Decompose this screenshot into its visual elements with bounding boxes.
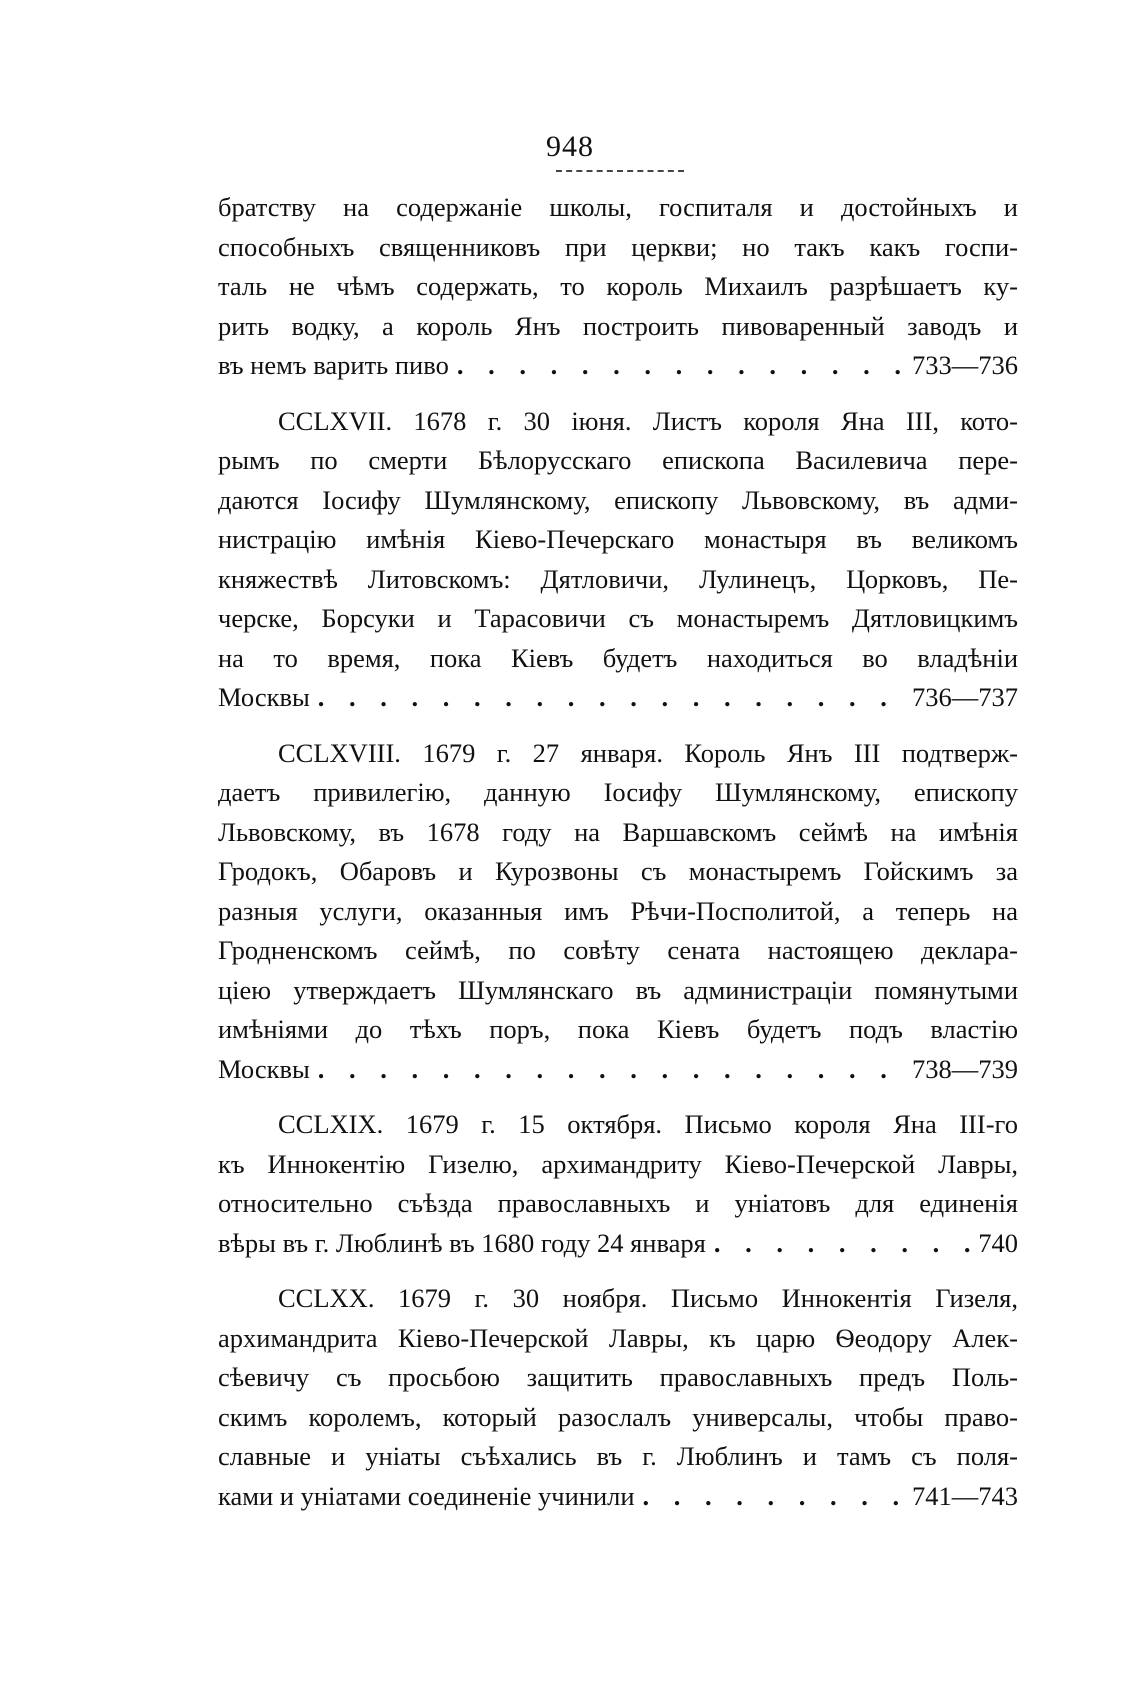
entry-line: даетъ привилегію, данную Іосифу Шумлянскому, епископу: [218, 777, 1018, 807]
entry: [218, 734, 1018, 1090]
dot-leader: [318, 1050, 904, 1090]
entry-line: Гродокъ, Обаровъ и Курозвоны съ монастыремъ Гойскимъ за: [218, 856, 1018, 886]
entry-line: разныя услуги, оказанныя имъ Рѣчи-Посполитой, а теперь на: [218, 895, 1018, 926]
entry-line: сѣевичу съ просьбою защитить православныхъ предъ Поль-: [218, 1362, 1018, 1392]
entry-line: Львовскому, въ 1678 году на Варшавскомъ сеймѣ на имѣнія: [218, 816, 1018, 847]
entry-line: скимъ королемъ, который разослалъ универсалы, чтобы право-: [218, 1401, 1018, 1432]
entry-line: славные и уніаты съѣхались въ г. Люблинъ и тамъ съ поля-: [218, 1441, 1018, 1471]
page-range: 740: [978, 1227, 1018, 1258]
dot-leader: [714, 1224, 970, 1264]
entry-line: рымъ по смерти Бѣлорусскаго епископа Василевича пере-: [218, 445, 1018, 475]
dot-leader: [318, 678, 904, 718]
entry: [218, 402, 1018, 718]
entry-last-line: [218, 1477, 1018, 1517]
entry-line: рить водку, а король Янъ построить пивоваренный заводъ и: [218, 310, 1018, 341]
entry-line: къ Иннокентію Гизелю, архимандриту Кіево-Печерской Лавры,: [218, 1148, 1018, 1179]
page-range: 741—743: [912, 1480, 1018, 1511]
entry-line: ціею утверждаетъ Шумлянскаго въ администраціи помянутыми: [218, 974, 1018, 1005]
page-range: 736—737: [912, 682, 1018, 712]
entry-line: таль не чѣмъ содержать, то король Михаилъ разрѣшаетъ ку-: [218, 271, 1018, 301]
entry-line: на то время, пока Кіевъ будетъ находиться во владѣніи: [218, 642, 1018, 673]
dot-leader: [457, 346, 904, 386]
entry-line: братству на содержаніе школы, госпиталя и достойныхъ и: [218, 192, 1018, 222]
entry-line: CCLXX. 1679 г. 30 ноября. Письмо Иннокентія Гизеля,: [278, 1283, 1018, 1313]
entry-last-text: Москвы: [218, 1053, 310, 1084]
entry-last-text: въ немъ варить пиво: [218, 350, 449, 380]
entry-line: нистрацію имѣнія Кіево-Печерскаго монастыря въ великомъ: [218, 524, 1018, 554]
dot-leader: [643, 1477, 904, 1517]
entry-line: относительно съѣзда православныхъ и уніатовъ для единенія: [218, 1188, 1018, 1218]
entry-line: способныхъ священниковъ при церкви; но такъ какъ госпи-: [218, 231, 1018, 262]
page-range: 733—736: [912, 350, 1018, 380]
entry-line: имѣніями до тѣхъ поръ, пока Кіевъ будетъ подъ властію: [218, 1014, 1018, 1044]
page-number: 948: [546, 130, 594, 163]
entry-line: CCLXVII. 1678 г. 30 іюня. Листъ короля Яна III, кото-: [278, 405, 1018, 436]
entry-line: Гродненскомъ сеймѣ, по совѣту сената настоящею деклара-: [218, 935, 1018, 965]
entry-line: даются Іосифу Шумлянскому, епископу Львовскому, въ адми-: [218, 484, 1018, 515]
entry: [218, 1105, 1018, 1263]
entry-last-line: [218, 678, 1018, 718]
header-rule: [556, 170, 684, 172]
entry-last-line: [218, 1050, 1018, 1090]
entry-last-text: вѣры въ г. Люблинѣ въ 1680 году 24 января: [218, 1227, 706, 1258]
entry-line: княжествѣ Литовскомъ: Дятловичи, Лулинецъ, Цорковъ, Пе-: [218, 563, 1018, 594]
entry-line: CCLXVIII. 1679 г. 27 января. Король Янъ III подтверж-: [278, 737, 1018, 768]
entry: [218, 188, 1018, 386]
entry-line: CCLXIX. 1679 г. 15 октября. Письмо короля Яна III-го: [278, 1109, 1018, 1139]
entry-last-text: Москвы: [218, 682, 310, 712]
entry-last-line: [218, 1224, 1018, 1264]
entry: [218, 1279, 1018, 1516]
entry-line: черске, Борсуки и Тарасовичи съ монастыремъ Дятловицкимъ: [218, 603, 1018, 633]
page-range: 738—739: [912, 1053, 1018, 1084]
entry-last-text: ками и уніатами соединеніе учинили: [218, 1480, 635, 1511]
entry-last-line: [218, 346, 1018, 386]
entry-line: архимандрита Кіево-Печерской Лавры, къ царю Ѳеодору Алек-: [218, 1322, 1018, 1353]
entries-list: [218, 188, 1018, 1532]
